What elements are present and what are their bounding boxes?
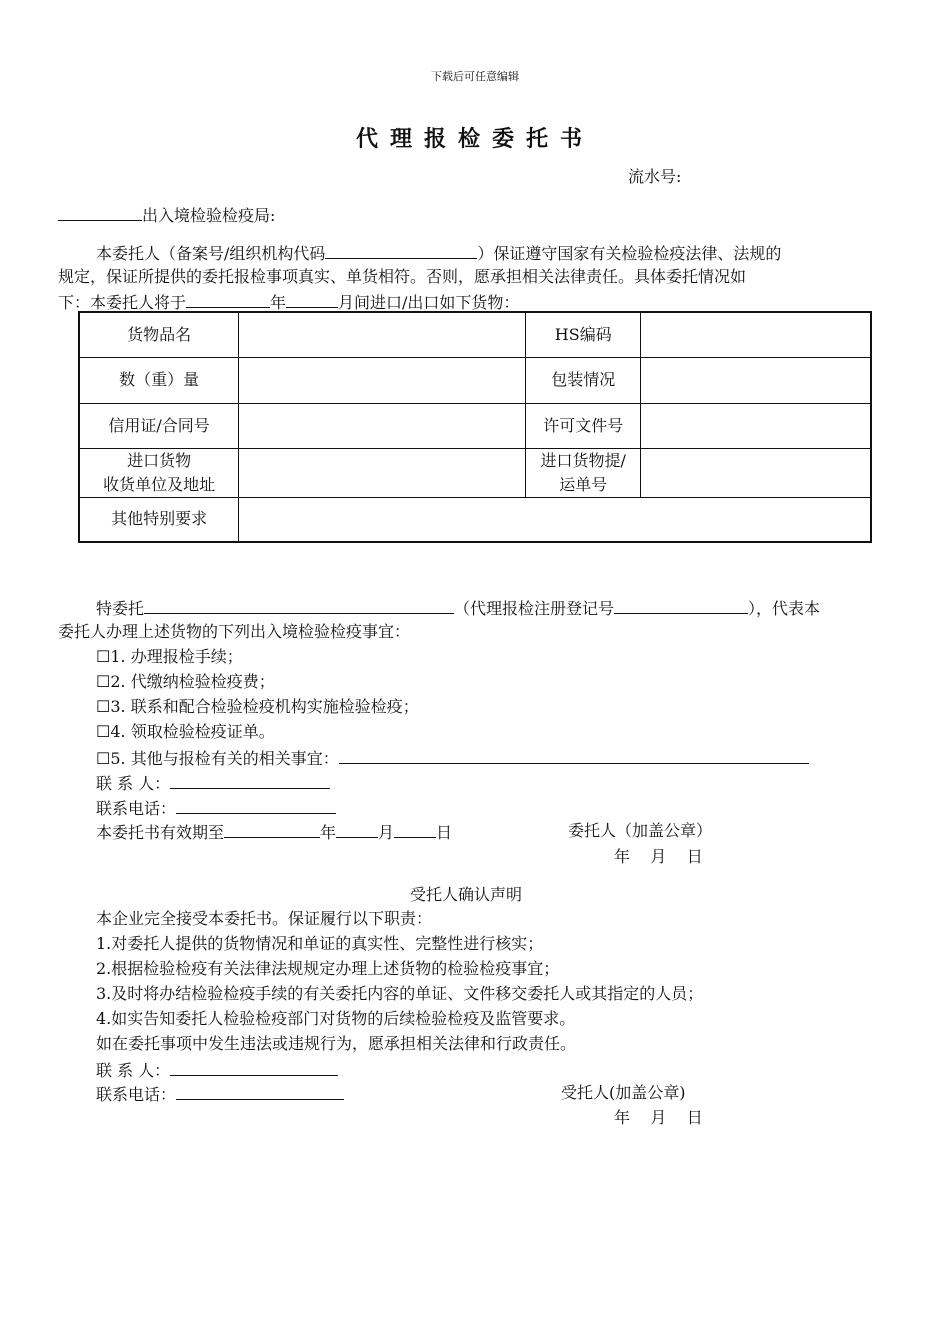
validity-label: 本委托书有效期至 [96, 823, 225, 842]
intro-text-d: 月间进口/出口如下货物： [338, 293, 520, 312]
validity-month-blank[interactable] [336, 819, 378, 838]
license-no-label: 许可文件号 [526, 403, 641, 448]
hs-code-cell[interactable] [641, 312, 871, 357]
bl-no-cell[interactable] [641, 448, 871, 497]
table-row [79, 312, 871, 357]
import-consignee-cell[interactable] [239, 448, 526, 497]
quantity-label: 数（重）量 [79, 357, 239, 403]
import-consignee-line-2: 收货单位及地址 [103, 474, 216, 494]
entrust-text-a: 特委托 [96, 599, 145, 618]
intro-text-a: 本委托人（备案号/组织机构代码 [96, 244, 326, 263]
confirm-line-2: 1.对委托人提供的货物情况和单证的真实性、完整性进行核实； [96, 934, 544, 953]
agent-phone-label: 联系电话： [96, 1085, 177, 1104]
principal-date-line: 年 月 日 [614, 847, 703, 866]
checklist-item-2[interactable]: ☐2. 代缴纳检验检疫费； [96, 672, 275, 691]
confirm-heading: 受托人确认声明 [410, 885, 523, 904]
principal-seal-label: 委托人（加盖公章） [568, 821, 713, 840]
agent-contact-line [96, 1057, 338, 1083]
confirm-line-5: 4.如实告知委托人检验检疫部门对货物的后续检验检疫及监管要求。 [96, 1009, 576, 1028]
intro-line-2: 规定，保证所提供的委托报检事项真实、单货相符。否则，愿承担相关法律责任。具体委托情况如 [58, 267, 747, 286]
page-title: 代理报检委托书 [355, 126, 594, 152]
agent-name-blank[interactable] [144, 595, 454, 614]
lc-contract-cell[interactable] [239, 403, 526, 448]
import-consignee-label [79, 448, 239, 497]
table-row [79, 497, 871, 542]
validity-day-label: 日 [436, 823, 453, 842]
other-matters-blank[interactable] [339, 745, 809, 764]
principal-contact-line [96, 770, 330, 796]
serial-number-label: 流水号: [628, 167, 682, 186]
month-blank[interactable] [286, 289, 338, 308]
year-blank[interactable] [186, 289, 270, 308]
goods-name-label: 货物品名 [79, 312, 239, 357]
entrust-line-1 [96, 595, 820, 621]
validity-line [96, 819, 452, 845]
checklist-item-5 [96, 745, 809, 771]
confirm-line-4: 3.及时将办结检验检疫手续的有关委托内容的单证、文件移交委托人或其指定的人员； [96, 984, 704, 1003]
goods-table [78, 311, 872, 543]
packaging-label: 包装情况 [526, 357, 641, 403]
quantity-cell[interactable] [239, 357, 526, 403]
validity-month-label: 月 [378, 823, 395, 842]
bl-no-line-2: 运单号 [559, 474, 608, 494]
header-note: 下载后可任意编辑 [431, 70, 519, 83]
intro-text-c: 下：本委托人将于 [58, 293, 187, 312]
goods-name-cell[interactable] [239, 312, 526, 357]
confirm-line-6: 如在委托事项中发生违法或违规行为，愿承担相关法律和行政责任。 [96, 1034, 577, 1053]
principal-contact-blank[interactable] [170, 770, 330, 789]
record-number-blank[interactable] [325, 240, 477, 259]
bl-no-label [526, 448, 641, 497]
entrust-text-b: （代理报检注册登记号 [454, 599, 615, 618]
table-row [79, 403, 871, 448]
hs-code-label: HS编码 [526, 312, 641, 357]
bureau-blank[interactable] [58, 202, 142, 221]
validity-day-blank[interactable] [394, 819, 436, 838]
principal-phone-line [96, 795, 336, 821]
entrust-text-c: ），代表本 [748, 599, 821, 618]
confirm-line-3: 2.根据检验检疫有关法律法规规定办理上述货物的检验检疫事宜； [96, 959, 560, 978]
principal-phone-label: 联系电话： [96, 799, 177, 818]
year-label: 年 [270, 293, 287, 312]
checklist-item-1[interactable]: ☐1. 办理报检手续； [96, 647, 243, 666]
packaging-cell[interactable] [641, 357, 871, 403]
principal-phone-blank[interactable] [176, 795, 336, 814]
validity-year-label: 年 [320, 823, 337, 842]
agent-contact-label: 联 系 人： [96, 1061, 171, 1080]
lc-contract-label: 信用证/合同号 [79, 403, 239, 448]
checklist-item-5-label[interactable]: ☐5. 其他与报检有关的相关事宜： [96, 749, 339, 768]
agent-phone-blank[interactable] [176, 1081, 344, 1100]
validity-year-blank[interactable] [224, 819, 320, 838]
bureau-suffix: 出入境检验检疫局: [142, 206, 276, 225]
agent-seal-label: 受托人(加盖公章) [561, 1083, 686, 1102]
checklist-item-4[interactable]: ☐4. 领取检验检疫证单。 [96, 722, 275, 741]
table-row [79, 448, 871, 497]
agent-reg-no-blank[interactable] [614, 595, 748, 614]
import-consignee-line-1: 进口货物 [127, 450, 192, 470]
agent-phone-line [96, 1081, 344, 1107]
entrust-line-2: 委托人办理上述货物的下列出入境检验检疫事宜： [58, 622, 411, 641]
special-requirements-label: 其他特别要求 [79, 497, 239, 542]
bureau-line [58, 202, 275, 228]
checklist-item-3[interactable]: ☐3. 联系和配合检验检疫机构实施检验检疫； [96, 697, 419, 716]
license-no-cell[interactable] [641, 403, 871, 448]
agent-date-line: 年 月 日 [614, 1108, 703, 1127]
table-row [79, 357, 871, 403]
intro-line-1 [96, 240, 781, 266]
special-requirements-cell[interactable] [239, 497, 871, 542]
confirm-line-1: 本企业完全接受本委托书。保证履行以下职责： [96, 909, 433, 928]
agent-contact-blank[interactable] [170, 1057, 338, 1076]
principal-contact-label: 联 系 人： [96, 774, 171, 793]
intro-text-b: ）保证遵守国家有关检验检疫法律、法规的 [477, 244, 782, 263]
bl-no-line-1: 进口货物提/ [540, 450, 626, 470]
